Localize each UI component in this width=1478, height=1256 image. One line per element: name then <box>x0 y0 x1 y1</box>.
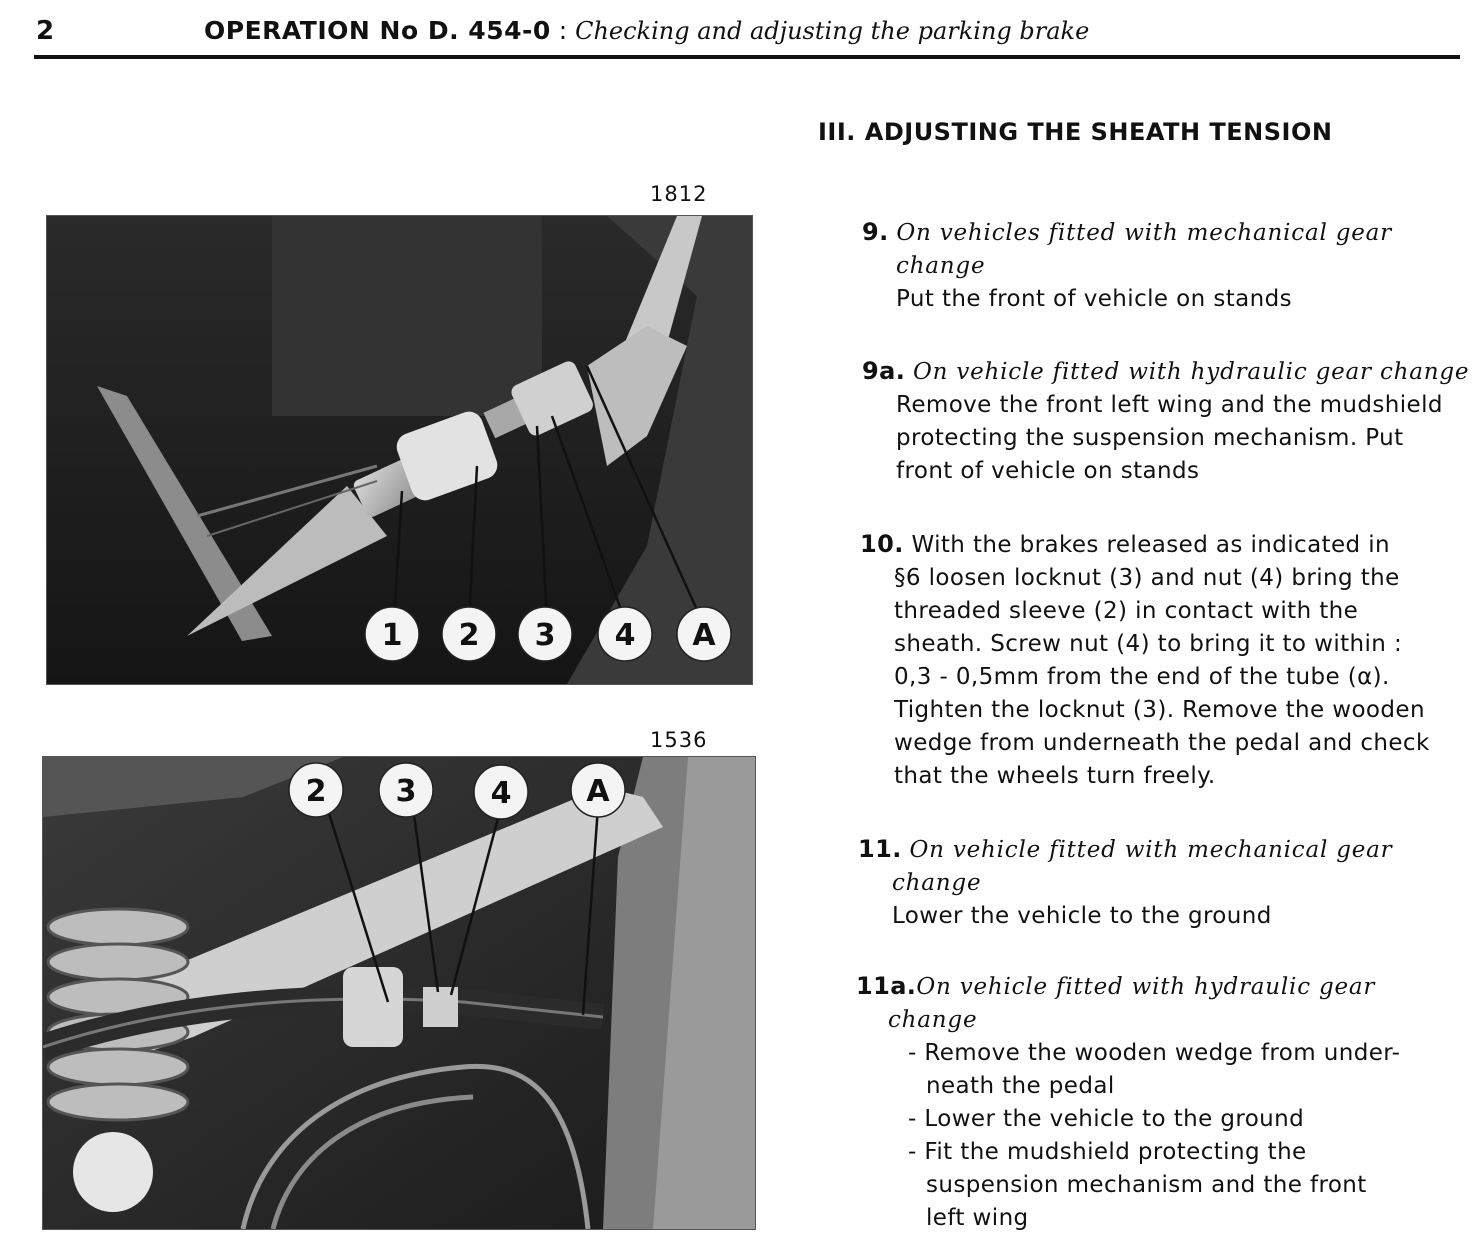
callout-3 <box>518 607 572 661</box>
list-item: - Remove the wooden wedge from under- <box>908 1040 1401 1066</box>
step-text: Remove the front left wing and the mudshield <box>896 392 1443 418</box>
step-text: Put the front of vehicle on stands <box>896 286 1292 312</box>
step-text: With the brakes released as indicated in <box>911 532 1391 558</box>
svg-text:1: 1 <box>381 618 403 653</box>
step-text: sheath. Screw nut (4) to bring it to within : <box>894 631 1403 657</box>
step-number: 11a. <box>856 972 917 1000</box>
photo-figure-1812 <box>46 215 753 685</box>
photo-1536-illustration <box>43 757 755 1229</box>
step-condition: On vehicle fitted with hydraulic gear change <box>912 359 1470 385</box>
list-item-cont: left wing <box>926 1205 1029 1231</box>
step-9a <box>862 355 1469 488</box>
header-separator: : <box>550 16 576 45</box>
step-9 <box>862 216 1392 316</box>
step-text: wedge from underneath the pedal and check <box>894 730 1430 756</box>
photo-1812-illustration <box>47 216 752 684</box>
operation-subtitle: Checking and adjusting the parking brake <box>575 17 1090 45</box>
step-condition: On vehicle fitted with hydraulic gear <box>916 974 1376 1000</box>
figure-number-1536: 1536 <box>650 728 708 752</box>
svg-text:2: 2 <box>305 774 327 809</box>
step-condition-cont: change <box>888 1007 978 1033</box>
svg-text:4: 4 <box>490 776 512 811</box>
svg-text:2: 2 <box>458 618 480 653</box>
step-number: 11. <box>858 835 902 863</box>
step-text: §6 loosen locknut (3) and nut (4) bring the <box>894 565 1400 591</box>
step-10 <box>860 528 1430 793</box>
list-item: - Fit the mudshield protecting the <box>908 1139 1307 1165</box>
step-11 <box>858 833 1392 933</box>
step-text: threaded sleeve (2) in contact with the <box>894 598 1359 624</box>
step-text: front of vehicle on stands <box>896 458 1200 484</box>
list-item-cont: suspension mechanism and the front <box>926 1172 1367 1198</box>
step-number: 10. <box>860 530 904 558</box>
photo-figure-1536 <box>42 756 756 1230</box>
step-condition-cont: change <box>892 870 982 896</box>
operation-code: OPERATION No D. 454-0 <box>204 16 551 45</box>
step-text: protecting the suspension mechanism. Put <box>896 425 1404 451</box>
section-title: III. ADJUSTING THE SHEATH TENSION <box>818 118 1333 146</box>
callout-a <box>571 763 625 817</box>
step-text: Tighten the locknut (3). Remove the wooden <box>894 697 1425 723</box>
callout-3 <box>379 763 433 817</box>
svg-text:4: 4 <box>614 618 636 653</box>
step-11a <box>856 970 1400 1235</box>
header-rule <box>34 55 1460 59</box>
page-number: 2 <box>36 16 55 46</box>
step-text: 0,3 - 0,5mm from the end of the tube (α). <box>894 664 1390 690</box>
figure-number-1812: 1812 <box>650 182 708 206</box>
list-item: - Lower the vehicle to the ground <box>908 1106 1305 1132</box>
page-header-title <box>204 16 1089 45</box>
svg-text:3: 3 <box>534 618 556 653</box>
list-item-cont: neath the pedal <box>926 1073 1115 1099</box>
callout-a <box>677 607 731 661</box>
svg-text:A: A <box>692 618 716 653</box>
callout-4 <box>598 607 652 661</box>
step-number: 9a. <box>862 357 906 385</box>
callout-2 <box>442 607 496 661</box>
step-condition-cont: change <box>896 253 986 279</box>
step-condition: On vehicles fitted with mechanical gear <box>896 220 1392 246</box>
step-text: that the wheels turn freely. <box>894 763 1216 789</box>
callout-2 <box>289 763 343 817</box>
step-number: 9. <box>862 218 889 246</box>
svg-text:A: A <box>586 774 610 809</box>
callout-1 <box>365 607 419 661</box>
svg-text:3: 3 <box>395 774 417 809</box>
step-condition: On vehicle fitted with mechanical gear <box>909 837 1393 863</box>
step-text: Lower the vehicle to the ground <box>892 903 1272 929</box>
callout-4 <box>474 765 528 819</box>
